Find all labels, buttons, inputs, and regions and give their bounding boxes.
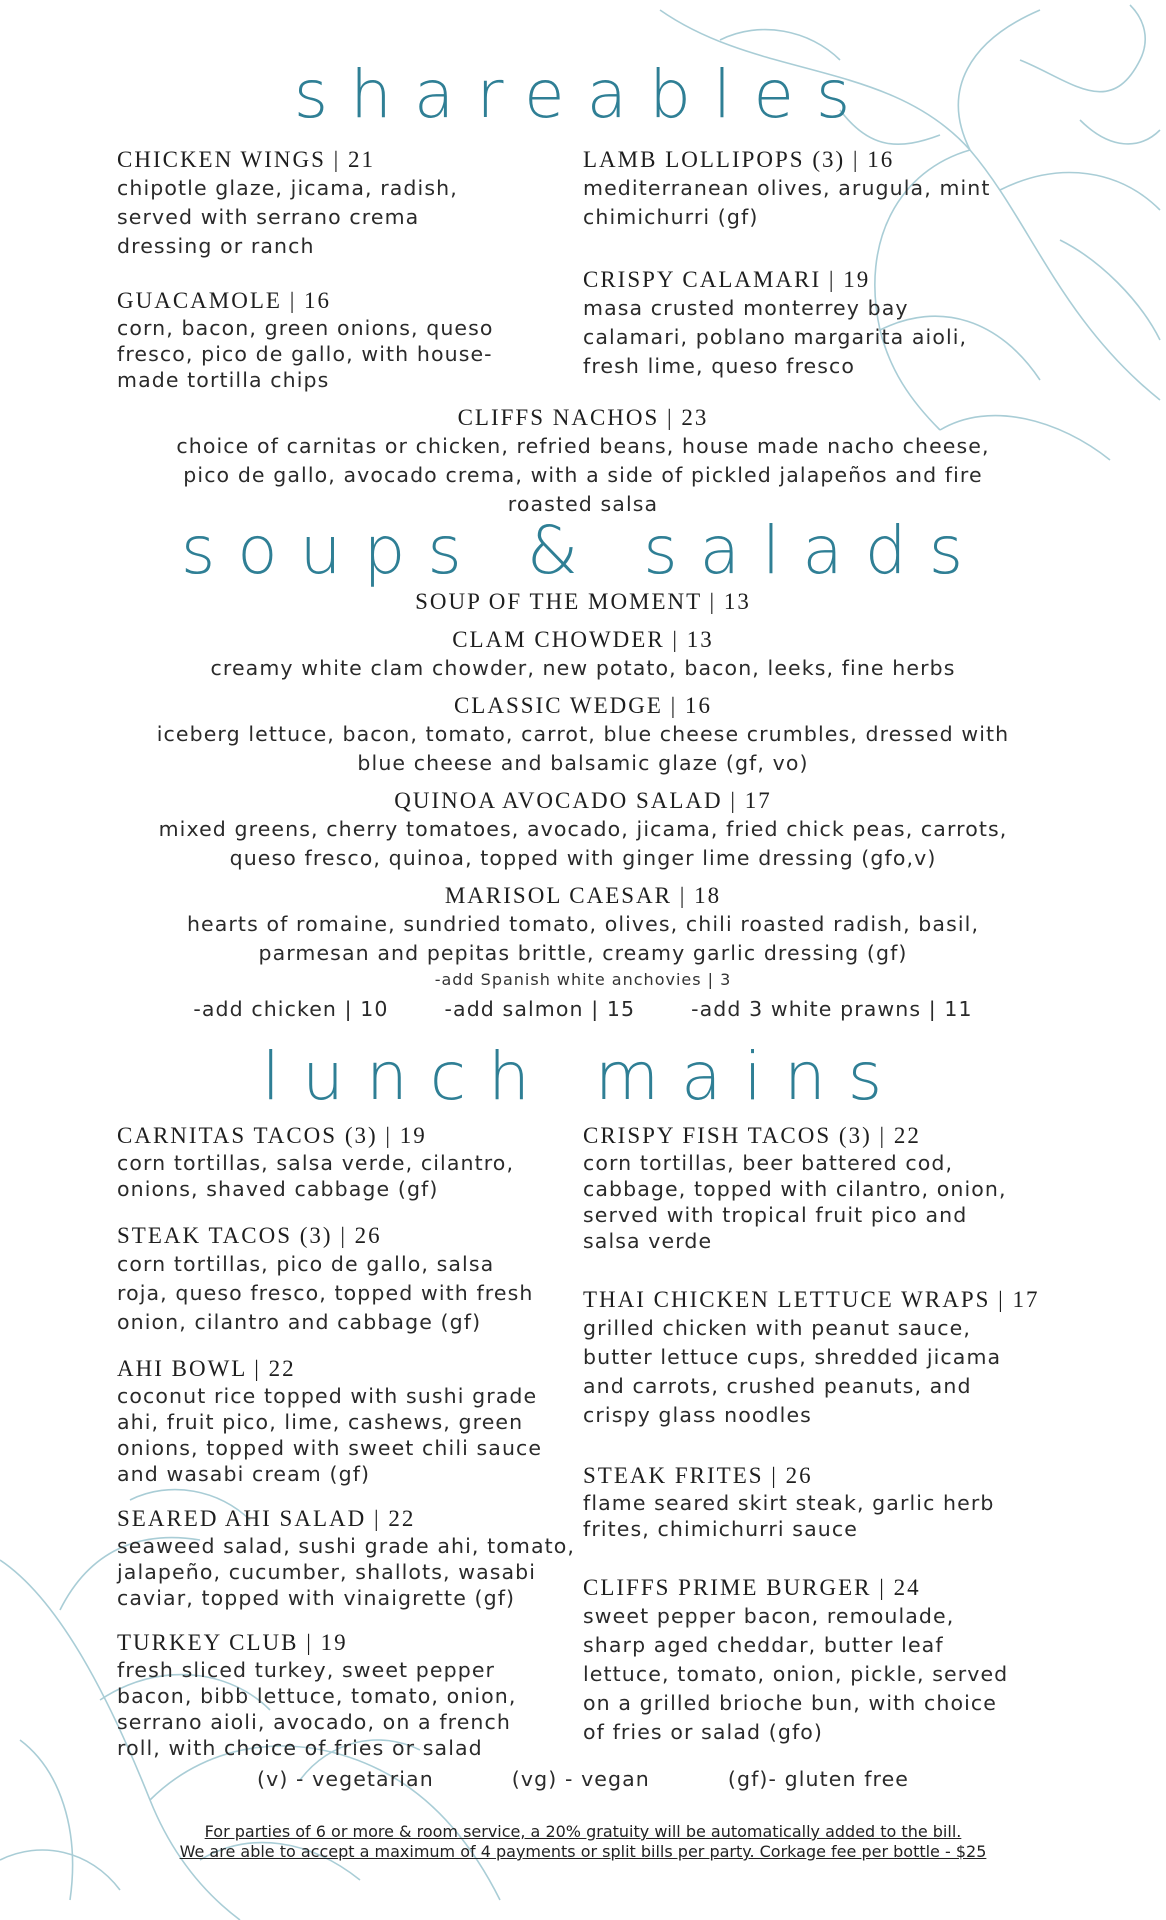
- legend-gluten-free: (gf)- gluten free: [727, 1767, 910, 1791]
- item-desc: coconut rice topped with sushi grade ahi, fruit pico, lime, cashews, green onions, topped with sweet chili sauce and wasabi cream (gf): [117, 1384, 543, 1486]
- item-name: CLASSIC WEDGE | 16: [453, 693, 713, 718]
- item-desc: mediterranean olives, arugula, mint chimichurri (gf): [583, 176, 991, 229]
- menu-item: [117, 146, 577, 261]
- item-desc: mixed greens, cherry tomatoes, avocado, jicama, fried chick peas, carrots, queso fresco, quinoa, topped with ginger lime dressing (gfo,v): [158, 817, 1008, 870]
- menu-item: [583, 1286, 1043, 1430]
- menu-item: [117, 1355, 577, 1487]
- item-desc: grilled chicken with peanut sauce, butter lettuce cups, shredded jicama and carrots, crushed peanuts, and crispy glass noodles: [583, 1316, 1002, 1427]
- item-desc: sweet pepper bacon, remoulade, sharp aged cheddar, butter leaf lettuce, tomato, onion, pickle, served on a grilled brioche bun, with choice of fries or salad (gfo): [583, 1604, 1009, 1744]
- menu-item: [583, 1462, 1043, 1542]
- shareables-left-column: [117, 146, 577, 419]
- menu-item: [0, 692, 1166, 778]
- menu-item: [117, 1629, 577, 1761]
- menu-item: [583, 1122, 1043, 1254]
- item-name: CLIFFS NACHOS | 23: [457, 405, 709, 430]
- item-desc: seaweed salad, sushi grade ahi, tomato, jalapeño, cucumber, shallots, wasabi caviar, topped with vinaigrette (gf): [117, 1534, 576, 1610]
- protein-addons: [0, 995, 1166, 1024]
- payment-note: We are able to accept a maximum of 4 payments or split bills per party. Corkage fee per bottle - $25: [179, 1842, 987, 1861]
- item-desc: iceberg lettuce, bacon, tomato, carrot, blue cheese crumbles, dressed with blue cheese and balsamic glaze (gf, vo): [156, 722, 1010, 775]
- addon-chicken: -add chicken | 10: [193, 997, 389, 1021]
- addon-prawns: -add 3 white prawns | 11: [691, 997, 973, 1021]
- item-name: AHI BOWL | 22: [117, 1356, 296, 1381]
- menu-item-nachos: [0, 404, 1166, 519]
- item-desc: hearts of romaine, sundried tomato, olives, chili roasted radish, basil, parmesan and pepitas brittle, creamy garlic dressing (gf): [186, 912, 980, 965]
- item-name: CLAM CHOWDER | 13: [452, 627, 714, 652]
- menu-item: [583, 1574, 1043, 1747]
- item-name: LAMB LOLLIPOPS (3) | 16: [583, 147, 895, 172]
- section-title-lunch-mains: lunch mains: [261, 1038, 905, 1115]
- item-name: CRISPY CALAMARI | 19: [583, 267, 871, 292]
- menu-item: [583, 266, 1043, 381]
- item-desc: chipotle glaze, jicama, radish, served with serrano crema dressing or ranch: [117, 176, 458, 258]
- item-name: GUACAMOLE | 16: [117, 288, 332, 313]
- shareables-right-column: [583, 146, 1043, 407]
- menu-item: [117, 1222, 577, 1337]
- item-desc: flame seared skirt steak, garlic herb frites, chimichurri sauce: [583, 1491, 995, 1541]
- item-desc: creamy white clam chowder, new potato, bacon, leeks, fine herbs: [210, 656, 956, 680]
- menu-item: [0, 787, 1166, 873]
- item-desc: fresh sliced turkey, sweet pepper bacon, bibb lettuce, tomato, onion, serrano aioli, avocado, on a french roll, with choice of fries or salad: [117, 1658, 517, 1760]
- item-desc: corn, bacon, green onions, queso fresco, pico de gallo, with house- made tortilla chips: [117, 316, 494, 392]
- menu-item: [117, 1505, 577, 1611]
- section-title-soups-salads: soups & salads: [180, 512, 986, 589]
- item-desc: corn tortillas, salsa verde, cilantro, onions, shaved cabbage (gf): [117, 1151, 515, 1201]
- menu-item: [583, 146, 1043, 232]
- item-desc: corn tortillas, pico de gallo, salsa roja, queso fresco, topped with fresh onion, cilantro and cabbage (gf): [117, 1252, 534, 1334]
- item-name: CLIFFS PRIME BURGER | 24: [583, 1575, 921, 1600]
- menu-item: [0, 882, 1166, 968]
- menu-item: [0, 588, 1166, 616]
- footer-notes: [0, 1822, 1166, 1862]
- item-desc: corn tortillas, beer battered cod, cabbage, topped with cilantro, onion, served with tropical fruit pico and salsa verde: [583, 1151, 1007, 1253]
- item-name: TURKEY CLUB | 19: [117, 1630, 348, 1655]
- addon-salmon: -add salmon | 15: [444, 997, 636, 1021]
- menu-item: [117, 1122, 577, 1202]
- anchovies-addon: -add Spanish white anchovies | 3: [434, 970, 732, 989]
- item-name: SOUP OF THE MOMENT | 13: [415, 589, 751, 614]
- item-name: CARNITAS TACOS (3) | 19: [117, 1123, 427, 1148]
- item-name: STEAK FRITES | 26: [583, 1463, 813, 1488]
- menu-item: [0, 626, 1166, 683]
- item-name: MARISOL CAESAR | 18: [444, 883, 722, 908]
- item-name: CHICKEN WINGS | 21: [117, 147, 376, 172]
- legend-vegan: (vg) - vegan: [511, 1767, 650, 1791]
- mains-right-column: [583, 1122, 1043, 1773]
- item-name: THAI CHICKEN LETTUCE WRAPS | 17: [583, 1287, 1040, 1312]
- legend-vegetarian: (v) - vegetarian: [256, 1767, 434, 1791]
- dietary-legend: [0, 1765, 1166, 1794]
- item-desc: masa crusted monterrey bay calamari, poblano margarita aioli, fresh lime, queso fresco: [583, 296, 968, 378]
- gratuity-note: For parties of 6 or more & room service, a 20% gratuity will be automatically added to the bill.: [204, 1822, 962, 1841]
- menu-item: [117, 287, 577, 393]
- soups-salads-list: [0, 588, 1166, 1024]
- item-name: STEAK TACOS (3) | 26: [117, 1223, 382, 1248]
- item-name: CRISPY FISH TACOS (3) | 22: [583, 1123, 921, 1148]
- mains-left-column: [117, 1122, 577, 1787]
- item-name: QUINOA AVOCADO SALAD | 17: [394, 788, 772, 813]
- section-title-shareables: shareables: [293, 56, 873, 133]
- item-desc: choice of carnitas or chicken, refried beans, house made nacho cheese, pico de gallo, avocado crema, with a side of pickled jalapeños and fire roasted salsa: [176, 434, 990, 516]
- item-name: SEARED AHI SALAD | 22: [117, 1506, 416, 1531]
